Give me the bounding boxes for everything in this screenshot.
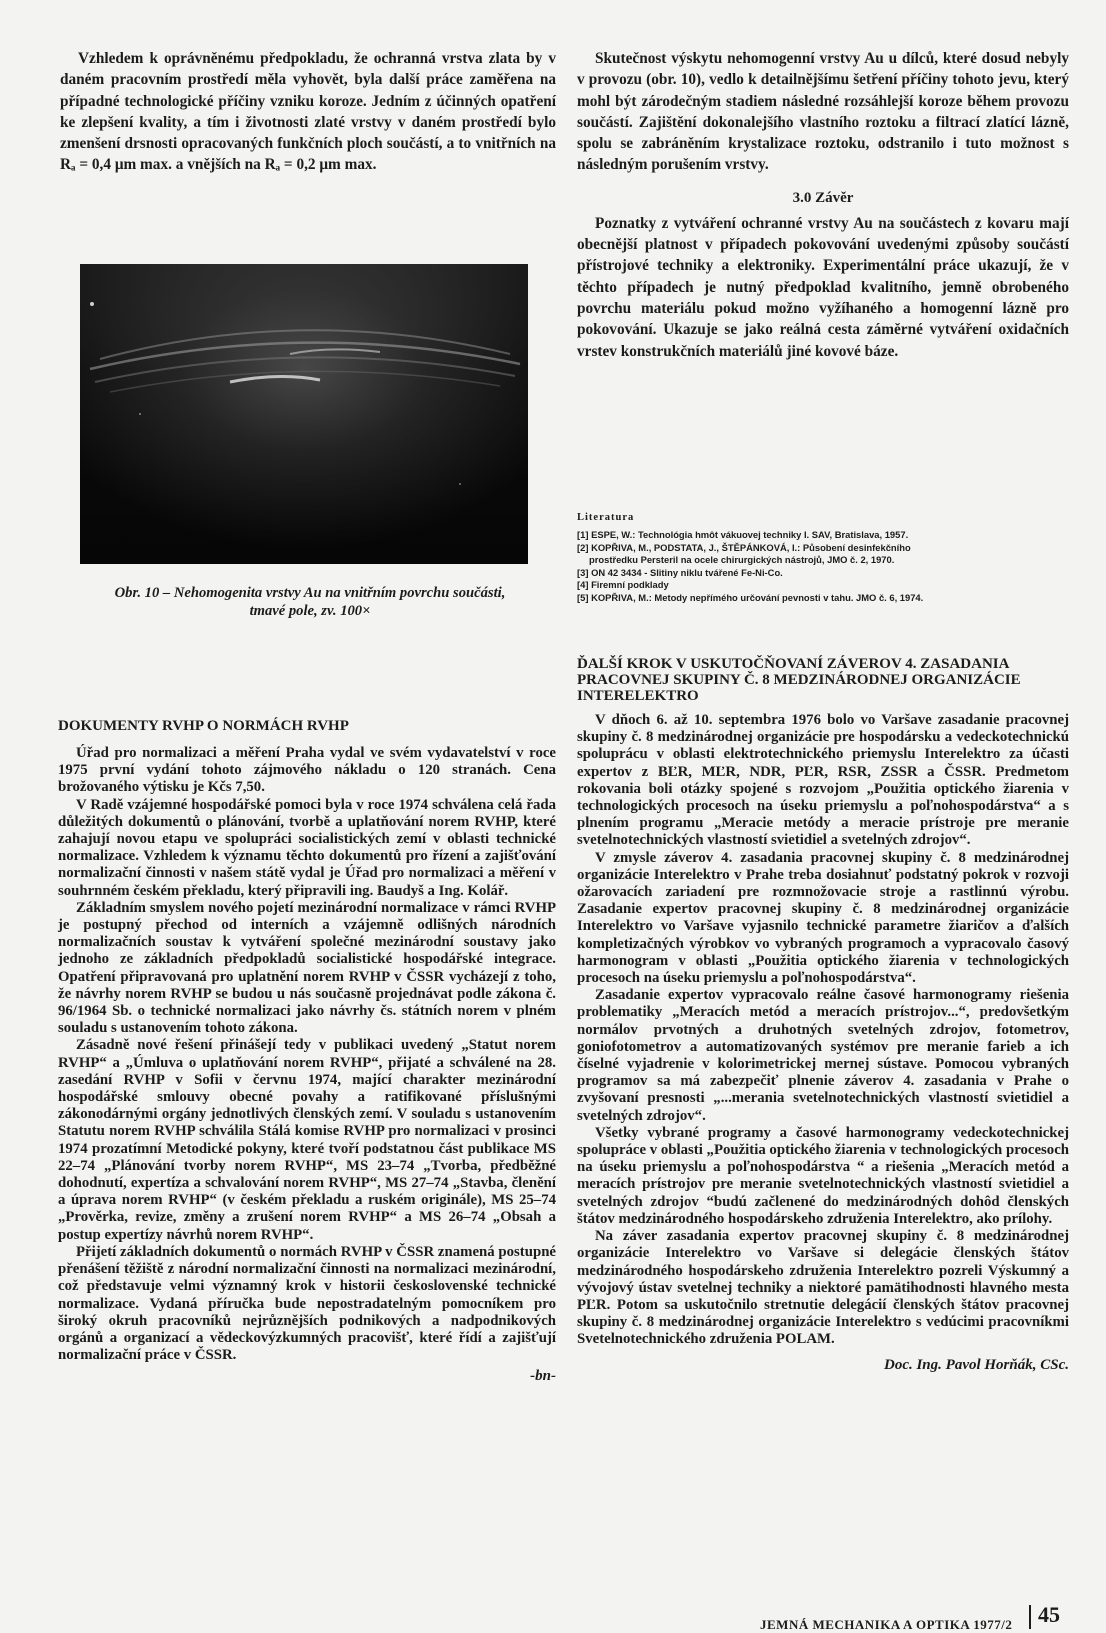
top-left-column <box>60 48 556 176</box>
caption-line-1: Obr. 10 – Nehomogenita vrstvy Au na vnitřním povrchu součásti, <box>114 585 506 601</box>
journal-footer: JEMNÁ MECHANIKA A OPTIKA 1977/2 <box>760 1617 1013 1632</box>
reference-3: [3] ON 42 3434 - Slitiny niklu tvářené Fe-Ni-Co. <box>577 566 783 578</box>
reference-2: [2] KOPŘIVA, M., PODSTATA, J., ŠTĚPÁNKOVÁ, I.: Působení desinfekčního <box>577 541 911 553</box>
caption-line-2: tmavé pole, zv. 100× <box>249 603 371 619</box>
left-article-heading: DOKUMENTY RVHP O NORMÁCH RVHP <box>58 718 349 734</box>
reference-5: [5] KOPŘIVA, M.: Metody nepřímého určování pevnosti v tahu. JMO č. 6, 1974. <box>577 591 924 603</box>
right-article <box>577 656 1069 1374</box>
left-article-paragraph-2: V Radě vzájemné hospodářské pomoci byla v roce 1974 schválena celá řada důležitých dokumentů o plánování, tvorbě a uplatňování norem RVHP, které zahajují novou etapu ve spolupráci socialistických zemí v oblasti technické normalizace. Vzhledem k významu těchto dokumentů pro řízení a zajišťování normalizační činnosti v našem státě vydal je Úřad pro normalizaci a měření v souhrnném českém překladu, který připravili ing. Baudyš a Ing. Kolář. <box>58 796 556 899</box>
right-article-paragraph-4: Všetky vybrané programy a časové harmonogramy vedeckotechnickej spolupráce v oblasti „Použitia optického žiarenia v technologických procesoch na úseku priemyslu a poľnohospodárstva “ a riešenia „Meracích metód a meracích prístrojov pre meranie svetelnotechnických vlastností svietidiel a svetelných zdrojov “budú začlenené do medzinárodných dohôd členských štátov medzinárodného hospodárskeho združenia Interelektro, ako prílohy. <box>577 1124 1069 1227</box>
literature-title: Literatura <box>577 512 635 523</box>
section-heading-zaver: 3.0 Závěr <box>792 189 854 206</box>
left-article-paragraph-5: Přijetí základních dokumentů o normách RVHP v ČSSR znamená postupné přenášení těžiště z národní normalizační činnosti na normalizaci mezinárodní, což představuje velmi významný krok v historii československé technické normalizace. Vydaná příručka bude nepostradatelným pomocníkem pro široký okruh pracovníků nejrůznějších podnikových a nadpodnikových orgánů a organizací a vědeckovýzkumných pracovišť, které řídí a zajišťují normalizační práce v ČSSR. <box>58 1243 556 1364</box>
top-left-paragraph: Vzhledem k oprávněnému předpokladu, že ochranná vrstva zlata by v daném pracovním prostředí měla vyhovět, byla další práce zaměřena na případné technologické příčiny vzniku koroze. Jedním z účinných opatření ke zlepšení kvality, a tím i životnosti zlaté vrstvy v daném prostředí bylo zmenšení drsnosti opracovaných funkčních ploch součástí, a to vnitřních na Rₐ = 0,4 μm max. a vnějších na Rₐ = 0,2 μm max. <box>60 50 556 174</box>
right-article-paragraph-5: Na záver zasadania expertov pracovnej skupiny č. 8 medzinárodnej organizácie Interelektro vo Varšave si delegácie členských štátov medzinárodného hospodárskeho združenia Interelektro pozreli Výskumný a vývojový ústav svetelnej techniky a niektoré pamätihodnosti hlavného mesta PĽR. Potom sa uskutočnilo stretnutie delegácií členských štátov pracovnej skupiny č. 8 medzinárodnej organizácie Interelektro s vedúcimi pracovníkmi Svetelnotechnického združenia POLAM. <box>577 1228 1069 1348</box>
right-article-heading: ĎALŠÍ KROK V USKUTOČŇOVANÍ ZÁVEROV 4. ZASADANIA PRACOVNEJ SKUPINY Č. 8 MEDZINÁRODNEJ ORGANIZÁCIE INTERELEKTRO <box>577 656 1021 704</box>
top-right-column <box>577 48 1069 362</box>
reference-4: [4] Firemní podklady <box>577 579 669 591</box>
top-right-paragraph-2: Poznatky z vytváření ochranné vrstvy Au na součástech z kovaru mají obecnější platnost v případech pokovování uvedenými způsoby součástí přístrojové techniky a elektroniky. Experimentální práce ukazují, že v těchto případech je nutný předpoklad kvalitního, jemně obrobeného povrchu materiálu pokud možno vyžíhaného a homogenní lázně pro pokovování. Ukazuje se jako reálná cesta záměrné vytváření oxidačních vrstev konstrukčních materiálů jiné kovové báze. <box>577 214 1069 360</box>
footer-divider <box>1029 1605 1031 1629</box>
left-article-paragraph-3: Základním smyslem nového pojetí mezinárodní normalizace v rámci RVHP je postupný přechod od interních a vzájemně odlišných národních normalizačních soustav k vytváření společné mezinárodní soustavy jako jednoho ze základních předpokladů socialistické hospodářské integrace. Opatření připravovaná pro uplatnění norem RVHP v ČSSR vycházejí z toho, že návrhy norem RVHP se budou u nás současně projednávat podle zákona č. 96/1964 Sb. o technické normalizaci jako návrhy čs. státních norem v plném souladu s ustanovením tohoto zákona. <box>58 899 556 1037</box>
right-article-signature: Doc. Ing. Pavol Horňák, CSc. <box>883 1356 1069 1373</box>
figure-caption <box>60 584 560 620</box>
right-article-paragraph-3: Zasadanie expertov vypracovalo reálne časové harmonogramy riešenia problematiky „Meracích metód a meracích prístrojov...“, predovšetkým normálov prvotných a druhotných svetelných zdrojov, fotometrov, goniofotometrov a automatizovaných systémov pre meranie farieb a ich číselné vyjadrenie v kolorimetrickej mernej sústave. Pomocou vybraných programov sa má zabezpečiť plnenie záverov 4. zasadania v Prahe o zvyšovaní presnosti „...merania svetelnotechnických vlastností svietidiel a svetelných zdrojov“. <box>577 987 1069 1124</box>
left-article-paragraph-1: Úřad pro normalizaci a měření Praha vydal ve svém vydavatelství v roce 1975 první vydání tohoto zájmového nákladu o 120 stranách. Cena brožovaného výtisku je Kčs 7,50. <box>58 745 556 796</box>
reference-1: [1] ESPE, W.: Technológia hmôt vákuovej techniky I. SAV, Bratislava, 1957. <box>577 529 909 540</box>
right-article-paragraph-2: V zmysle záverov 4. zasadania pracovnej skupiny č. 8 medzinárodnej organizácie Interelektro v Prahe treba dosiahnuť podstatný pokrok v rozvoji ožarovacích zariadení pre rozmnožovacie stroje a rastlinnú výrobu. Zasadanie expertov pracovnej skupiny č. 8 medzinárodnej organizácie Interelektro vo Varšave vyjasnilo technické parametre žiaričov a ďalších kompletizačných výrobkov vo vybraných programoch a vypracovalo časový harmonogram v oblasti „Použitia optického žiarenia v technologických procesoch na úseku priemyslu a poľnohospodárstva“. <box>577 849 1069 987</box>
top-right-paragraph-1: Skutečnost výskytu nehomogenní vrstvy Au u dílců, které dosud nebyly v provozu (obr. 10), vedlo k detailnějšímu šetření příčiny tohoto jevu, který mohl být zárodečným stadiem následné rozsáhlejší koroze během provozu součástí. Zajištění dokonalejšího vlastního roztoku a filtrací zlatící lázně, spolu se zabráněním krystalizace roztoku, odstranilo i tuto možnost s následným porušením vrstvy. <box>577 50 1069 174</box>
left-article-paragraph-4: Zásadně nové řešení přinášejí tedy v publikaci uvedený „Statut norem RVHP“ a „Úmluva o uplatňování norem RVHP“, přijaté a schválené na 28. zasedání RVHP v Sofii v červnu 1974, mající charakter mezinárodní hospodářské smlouvy obecné povahy a ratifikované příslušnými zákonodárnými orgány jednotlivých členských zemí. V souladu s ustanovením Statutu norem RVHP schválila Stálá komise RVHP pro normalizaci v prosinci 1974 prozatímní Metodické pokyny, které tvoří podstatnou část publikace MS 22–74 „Plánování tvorby norem RVHP“, MS 23–74 „Tvorba, předběžné dohodnutí, expertíza a schvalování norem RVHP“, MS 27–74 „Stavba, členění a úprava norem RVHP“ (v českém překladu a ruském originále), MS 25–74 „Prověrka, revize, změny a zrušení norem RVHP“ a MS 26–74 „Obsah a postup expertízy návrhů norem RVHP“. <box>58 1037 556 1243</box>
right-article-paragraph-1: V dňoch 6. až 10. septembra 1976 bolo vo Varšave zasadanie pracovnej skupiny č. 8 medzinárodnej organizácie pre hospodársku a vedeckotechnickú spoluprácu v oblasti elektrotechnického priemyslu Interelektro za účasti expertov z BĽR, MĽR, NDR, PĽR, RSR, ZSSR a ČSSR. Predmetom rokovania boli otázky spojené s rozvojom „Použitia optického žiarenia v technologických procesoch na úseku priemyslu a poľnohospodárstva“ a s plnením programu „Meracie metódy a meracie prístroje pre meranie svetelnotechnických vlastností svietidiel a svetelných zdrojov“. <box>577 712 1069 849</box>
micrograph-image <box>80 264 528 564</box>
literature-section <box>577 512 1069 605</box>
left-article <box>58 718 556 1385</box>
reference-2-cont: prostředku Persteril na ocele chirurgických nástrojů, JMO č. 2, 1970. <box>589 554 895 566</box>
left-article-signature: -bn- <box>530 1368 556 1385</box>
page-number: 45 <box>1038 1602 1060 1627</box>
figure-10-photo <box>80 264 528 564</box>
